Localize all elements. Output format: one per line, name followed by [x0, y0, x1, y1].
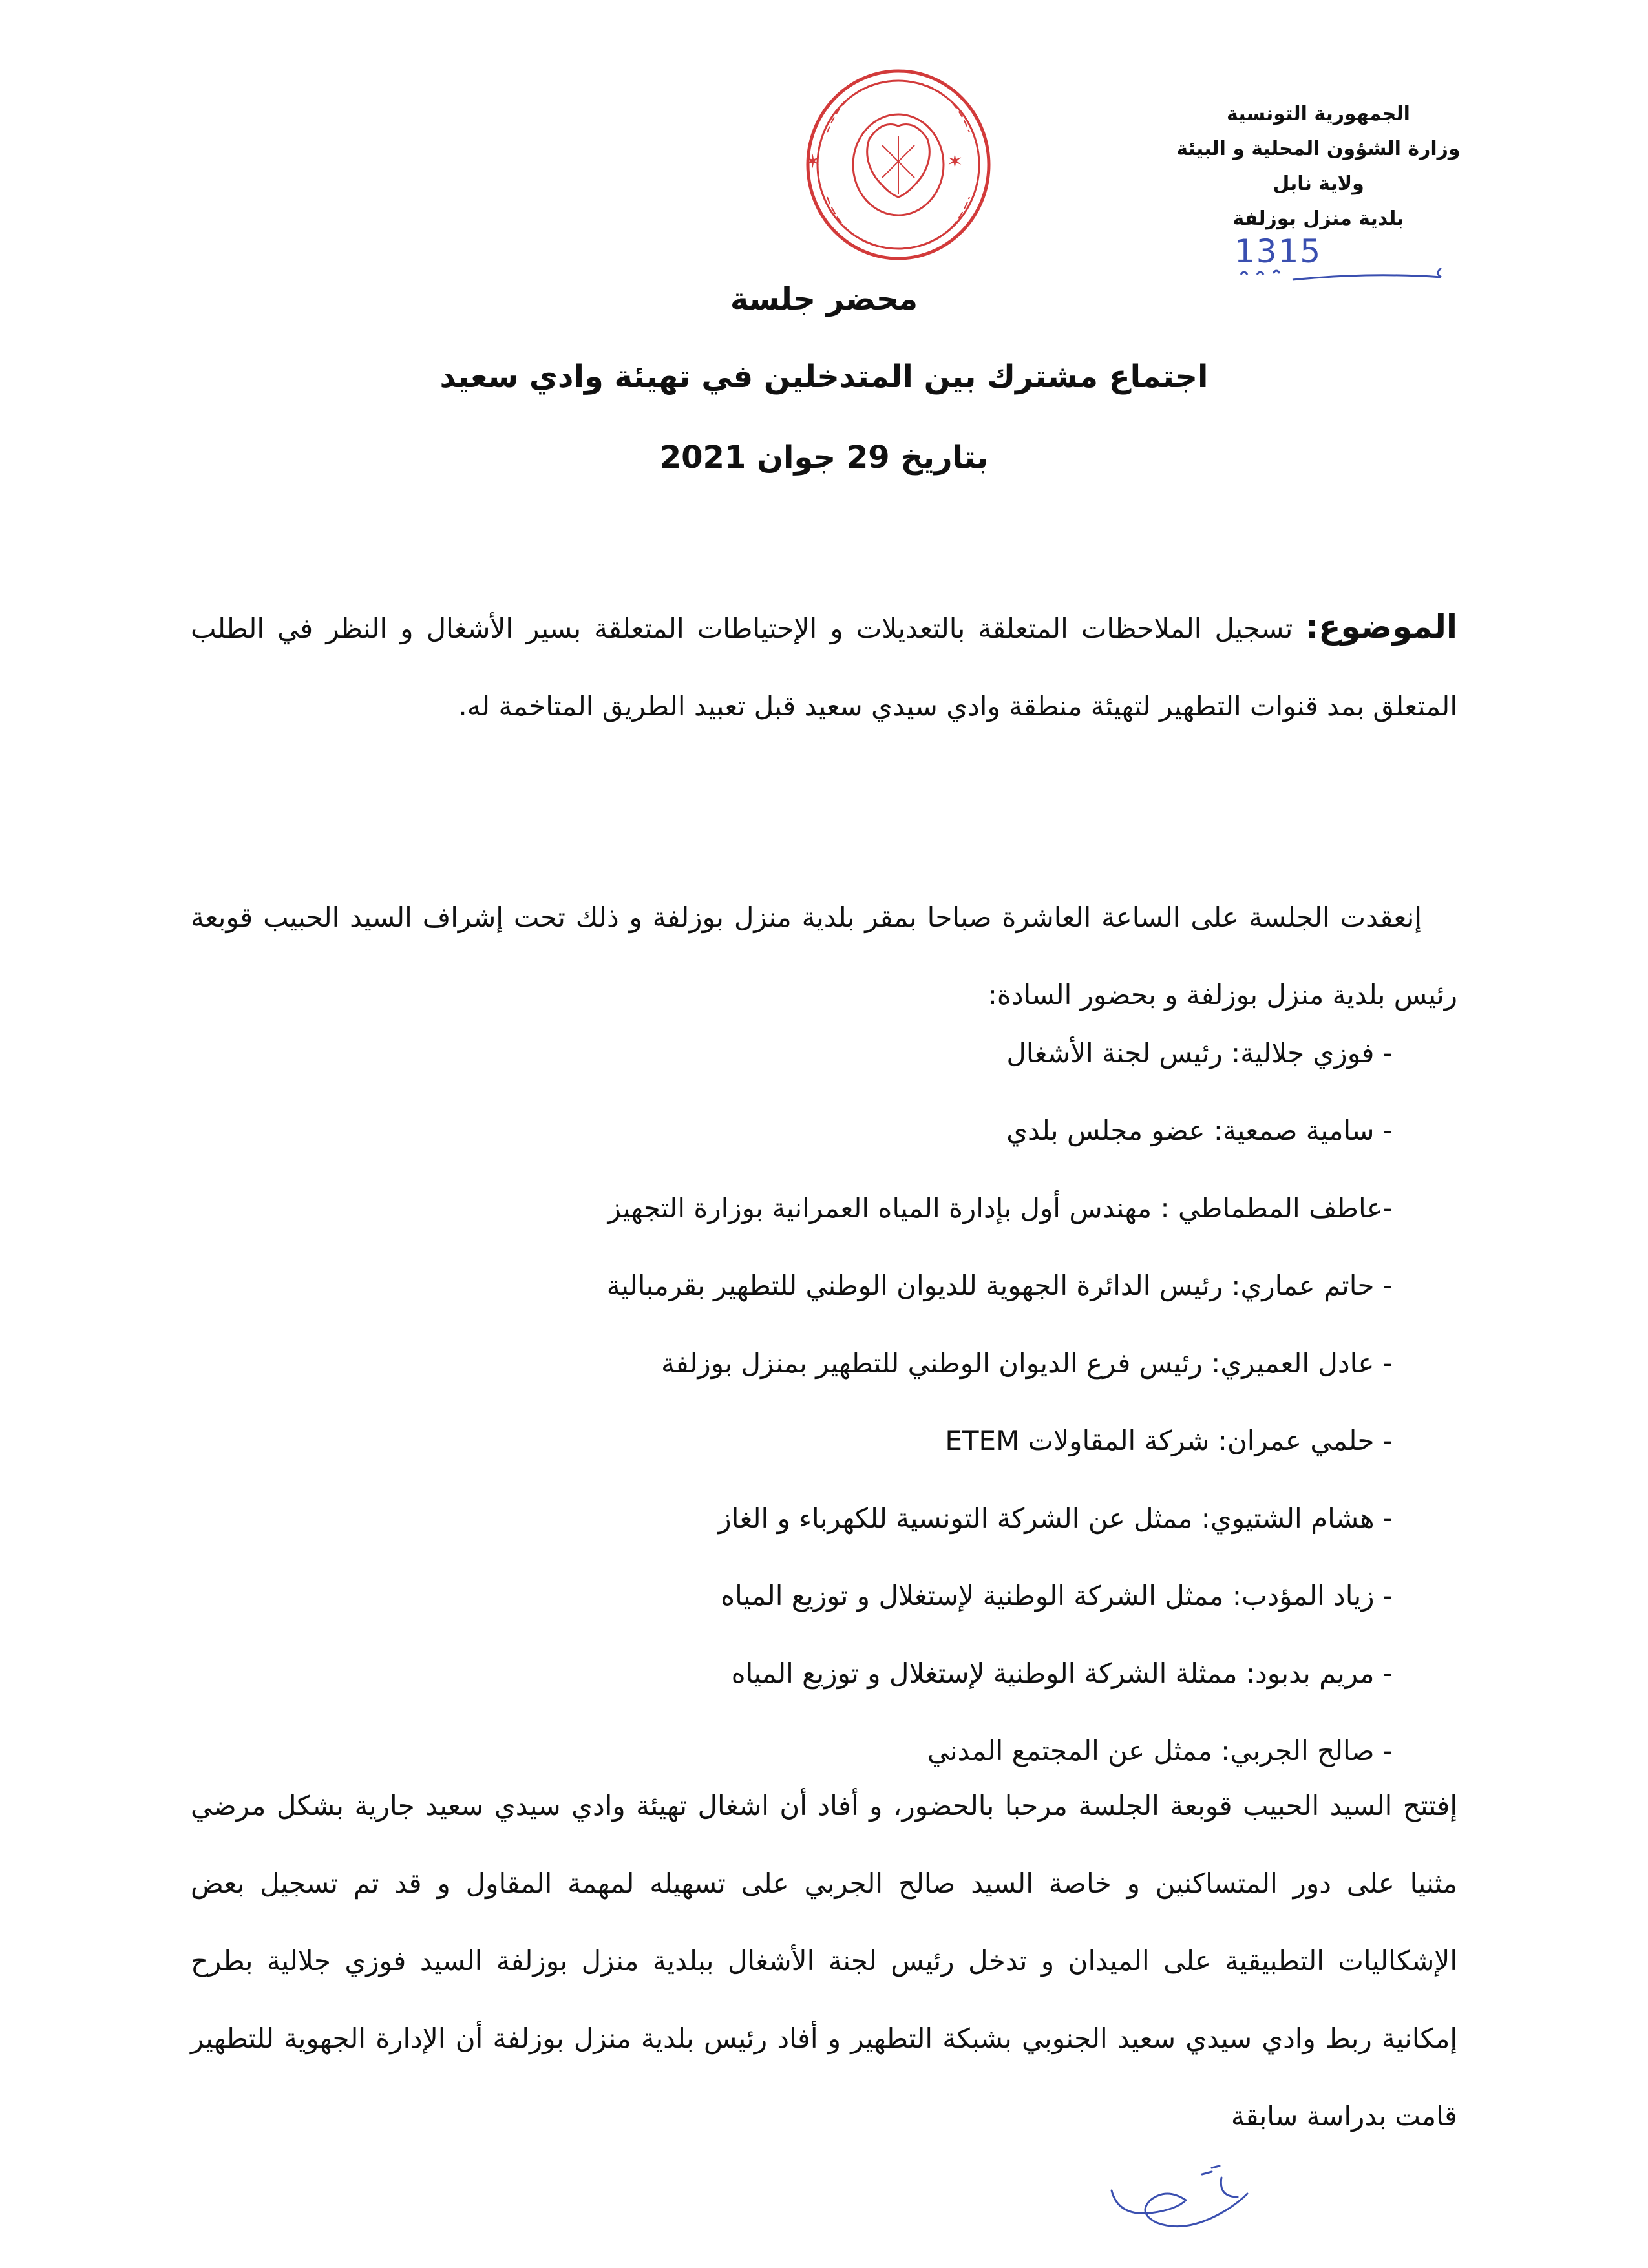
attendee-item: - حاتم عماري: رئيس الدائرة الجهوية للديوان الوطني للتطهير بقرمبالية [606, 1270, 1393, 1301]
letterhead-line-governorate: ولاية نابل [1273, 173, 1364, 195]
handwritten-signature-icon [1099, 2145, 1293, 2229]
document-date: بتاريخ 29 جوان 2021 [659, 439, 989, 476]
letterhead [1150, 97, 1486, 236]
attendee-item: - صالح الجربي: ممثل عن المجتمع المدني [927, 1735, 1393, 1767]
attendee-item: - عادل العميري: رئيس فرع الديوان الوطني للتطهير بمنزل بوزلفة [660, 1347, 1393, 1379]
attendee-item: -عاطف المطماطي : مهندس أول بإدارة المياه العمرانية بوزارة التجهيز [607, 1192, 1393, 1224]
attendee-item: - فوزي جلالية: رئيس لجنة الأشغال [1006, 1037, 1393, 1069]
subject-paragraph [191, 588, 1457, 745]
attendee-item: - زياد المؤدب: ممثل الشركة الوطنية لإستغلال و توزيع المياه [721, 1580, 1393, 1612]
attendee-item: - حلمي عمران: شركة المقاولات ETEM [945, 1425, 1393, 1456]
opening-paragraph: إنعقدت الجلسة على الساعة العاشرة صباحا بمقر بلدية منزل بوزلفة و ذلك تحت إشراف السيد الحبيب قوبعة رئيس بلدية منزل بوزلفة و بحضور السادة: [191, 901, 1457, 1011]
letterhead-line-ministry: وزارة الشؤون المحلية و البيئة [1176, 138, 1461, 160]
subject-label: الموضوع: [1305, 608, 1457, 646]
reference-number: 1315 [1234, 233, 1322, 270]
document-subtitle: اجتماع مشترك بين المتدخلين في تهيئة وادي سعيد [439, 359, 1209, 395]
svg-text:✶: ✶ [946, 151, 963, 173]
letterhead-line-municipality: بلدية منزل بوزلفة [1232, 207, 1404, 230]
attendee-item: - مريم بدبود: ممثلة الشركة الوطنية لإستغلال و توزيع المياه [731, 1657, 1393, 1689]
svg-text:✶: ✶ [804, 151, 821, 173]
attendee-item: - هشام الشتيوي: ممثل عن الشركة التونسية للكهرباء و الغاز [718, 1502, 1393, 1534]
attendee-item: - سامية صمعية: عضو مجلس بلدي [1006, 1115, 1393, 1146]
discussion-paragraph: إفتتح السيد الحبيب قوبعة الجلسة مرحبا بالحضور، و أفاد أن اشغال تهيئة وادي سيدي سعيد جارية بشكل مرضي مثنيا على دور المتساكنين و خاصة السيد صالح الجربي على تسهيله لمهمة المقاول و قد تم تسجيل بعض الإشكاليات التطبيقية على الميدان و تدخل رئيس لجنة الأشغال ببلدية منزل بوزلفة السيد فوزي جلالية بطرح إمكانية ربط وادي سيدي سعيد الجنوبي بشبكة التطهير و أفاد رئيس بلدية منزل بوزلفة أن الإدارة الجهوية للتطهير قامت بدراسة سابقة [191, 1790, 1457, 2132]
attendees-list [229, 1014, 1393, 1790]
official-seal-icon [798, 61, 998, 262]
subject-text: تسجيل الملاحظات المتعلقة بالتعديلات و الإحتياطات المتعلقة بسير الأشغال و النظر في الطلب المتعلق بمد قنوات التطهير لتهيئة منطقة وادي سيدي سعيد قبل تعبيد الطريق المتاخمة له. [191, 613, 1457, 722]
document-title: محضر جلسة [730, 281, 918, 317]
letterhead-line-country: الجمهورية التونسية [1227, 103, 1410, 125]
